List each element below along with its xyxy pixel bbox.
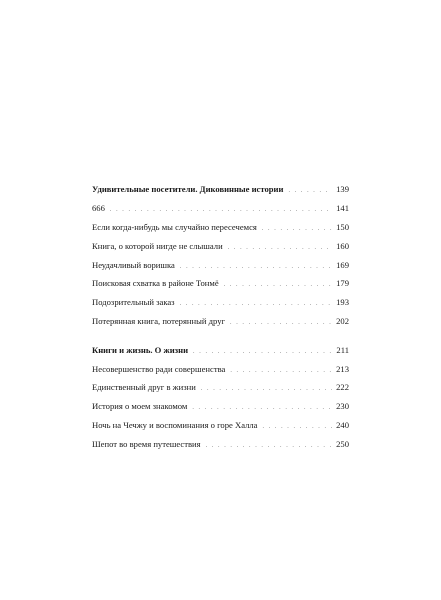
toc-section-heading <box>92 341 349 360</box>
toc-entry-title: Потерянная книга, потерянный друг <box>92 316 226 327</box>
toc-entry-title: 666 <box>92 202 105 213</box>
toc-entry-title: Книга, о которой нигде не слышали <box>92 240 223 251</box>
toc-page-number: 250 <box>336 439 349 450</box>
dot-leader <box>262 220 332 239</box>
toc-page-number: 179 <box>336 278 349 289</box>
toc-page-number: 230 <box>336 401 349 412</box>
toc-entry <box>92 435 349 454</box>
dot-leader <box>206 437 332 456</box>
toc-entry-title: Неудачливый воришка <box>92 259 175 270</box>
toc-entry <box>92 256 349 275</box>
toc-page-number: 211 <box>336 344 349 355</box>
dot-leader <box>228 239 332 258</box>
toc-entry-title: Если когда-нибудь мы случайно пересечемся <box>92 221 257 232</box>
toc-entry <box>92 416 349 435</box>
toc-section-title: Книги и жизнь. О жизни <box>92 344 189 355</box>
dot-leader <box>201 380 332 399</box>
toc-page-number: 213 <box>336 363 349 374</box>
toc-page-number: 202 <box>336 316 349 327</box>
dot-leader <box>224 276 332 295</box>
toc-entry <box>92 274 349 293</box>
toc-entry-title: Единственный друг в жизни <box>92 382 196 393</box>
toc-section-heading <box>92 180 349 199</box>
toc-entry-title: Подозрительный заказ <box>92 297 175 308</box>
toc-entry <box>92 360 349 379</box>
toc-page-number: 222 <box>336 382 349 393</box>
toc-page-number: 193 <box>336 297 349 308</box>
toc-page-number: 240 <box>336 420 349 431</box>
toc-section-title: Удивительные посетители. Диковинные истории <box>92 184 284 194</box>
toc-entry-title: Поисковая схватка в районе Тонмё <box>92 278 219 289</box>
toc-entry <box>92 199 349 218</box>
toc-entry <box>92 237 349 256</box>
toc-entry <box>92 293 349 312</box>
toc-entry-title: Несовершенство ради совершенства <box>92 363 226 374</box>
dot-leader <box>230 362 332 381</box>
toc-entry <box>92 218 349 237</box>
toc-page-number: 139 <box>336 184 349 194</box>
toc-page-number: 169 <box>336 259 349 270</box>
toc-page-number: 150 <box>336 221 349 232</box>
toc-page-number: 141 <box>336 202 349 213</box>
toc-entry-title: Ночь на Чечжу и воспоминания о горе Халла <box>92 420 258 431</box>
table-of-contents <box>92 180 349 454</box>
dot-leader <box>288 182 332 201</box>
dot-leader <box>230 314 332 333</box>
toc-entry <box>92 312 349 331</box>
toc-entry-title: История о моем знакомом <box>92 401 188 412</box>
dot-leader <box>262 418 332 437</box>
toc-entry-title: Шепот во время путешествия <box>92 439 201 450</box>
toc-entry <box>92 378 349 397</box>
toc-entry <box>92 397 349 416</box>
toc-page-number: 160 <box>336 240 349 251</box>
